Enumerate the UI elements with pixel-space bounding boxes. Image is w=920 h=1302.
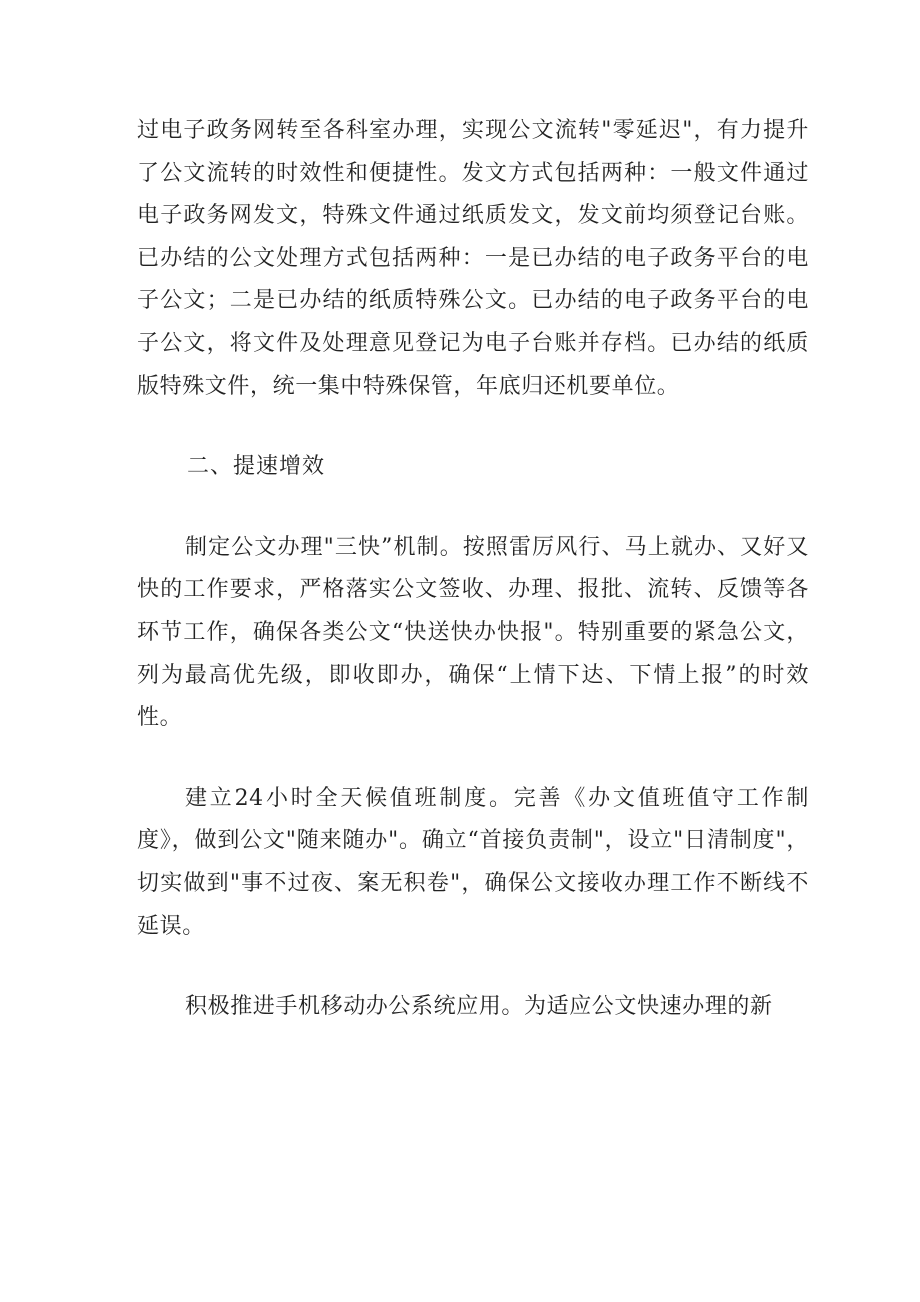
section-heading: 二、提速增效 — [187, 454, 326, 480]
paragraph-mobile-office: 积极推进手机移动办公系统应用。为适应公文快速办理的新 — [185, 994, 773, 1020]
document-page — [137, 110, 809, 1029]
paragraph-24h-duty-system: 建立24小时全天候值班制度。完善《办文值班值守工作制度》，做到公文"随来随办"。确立“首接负责制"，设立"日清制度"，切实做到"事不过夜、案无积卷"，确保公文接收办理工作不断线不延误。 — [137, 785, 809, 939]
paragraph-continuation: 过电子政务网转至各科室办理，实现公文流转"零延迟"，有力提升了公文流转的时效性和便捷性。发文方式包括两种：一般文件通过电子政务网发文，特殊文件通过纸质发文，发文前均须登记台账。已办结的公文处理方式包括两种：一是已办结的电子政务平台的电子公文；二是已办结的纸质特殊公文。已办结的电子政务平台的电子公文，将文件及处理意见登记为电子台账并存档。已办结的纸质版特殊文件，统一集中特殊保管，年底归还机要单位。 — [137, 118, 809, 399]
paragraph-three-fast-mechanism: 制定公文办理"三快”机制。按照雷厉风行、马上就办、又好又快的工作要求，严格落实公文签收、办理、报批、流转、反馈等各环节工作，确保各类公文“快送快办快报"。特别重要的紧急公文，列为最高优先级，即收即办，确保“上情下达、下情上报”的时效性。 — [137, 534, 809, 731]
